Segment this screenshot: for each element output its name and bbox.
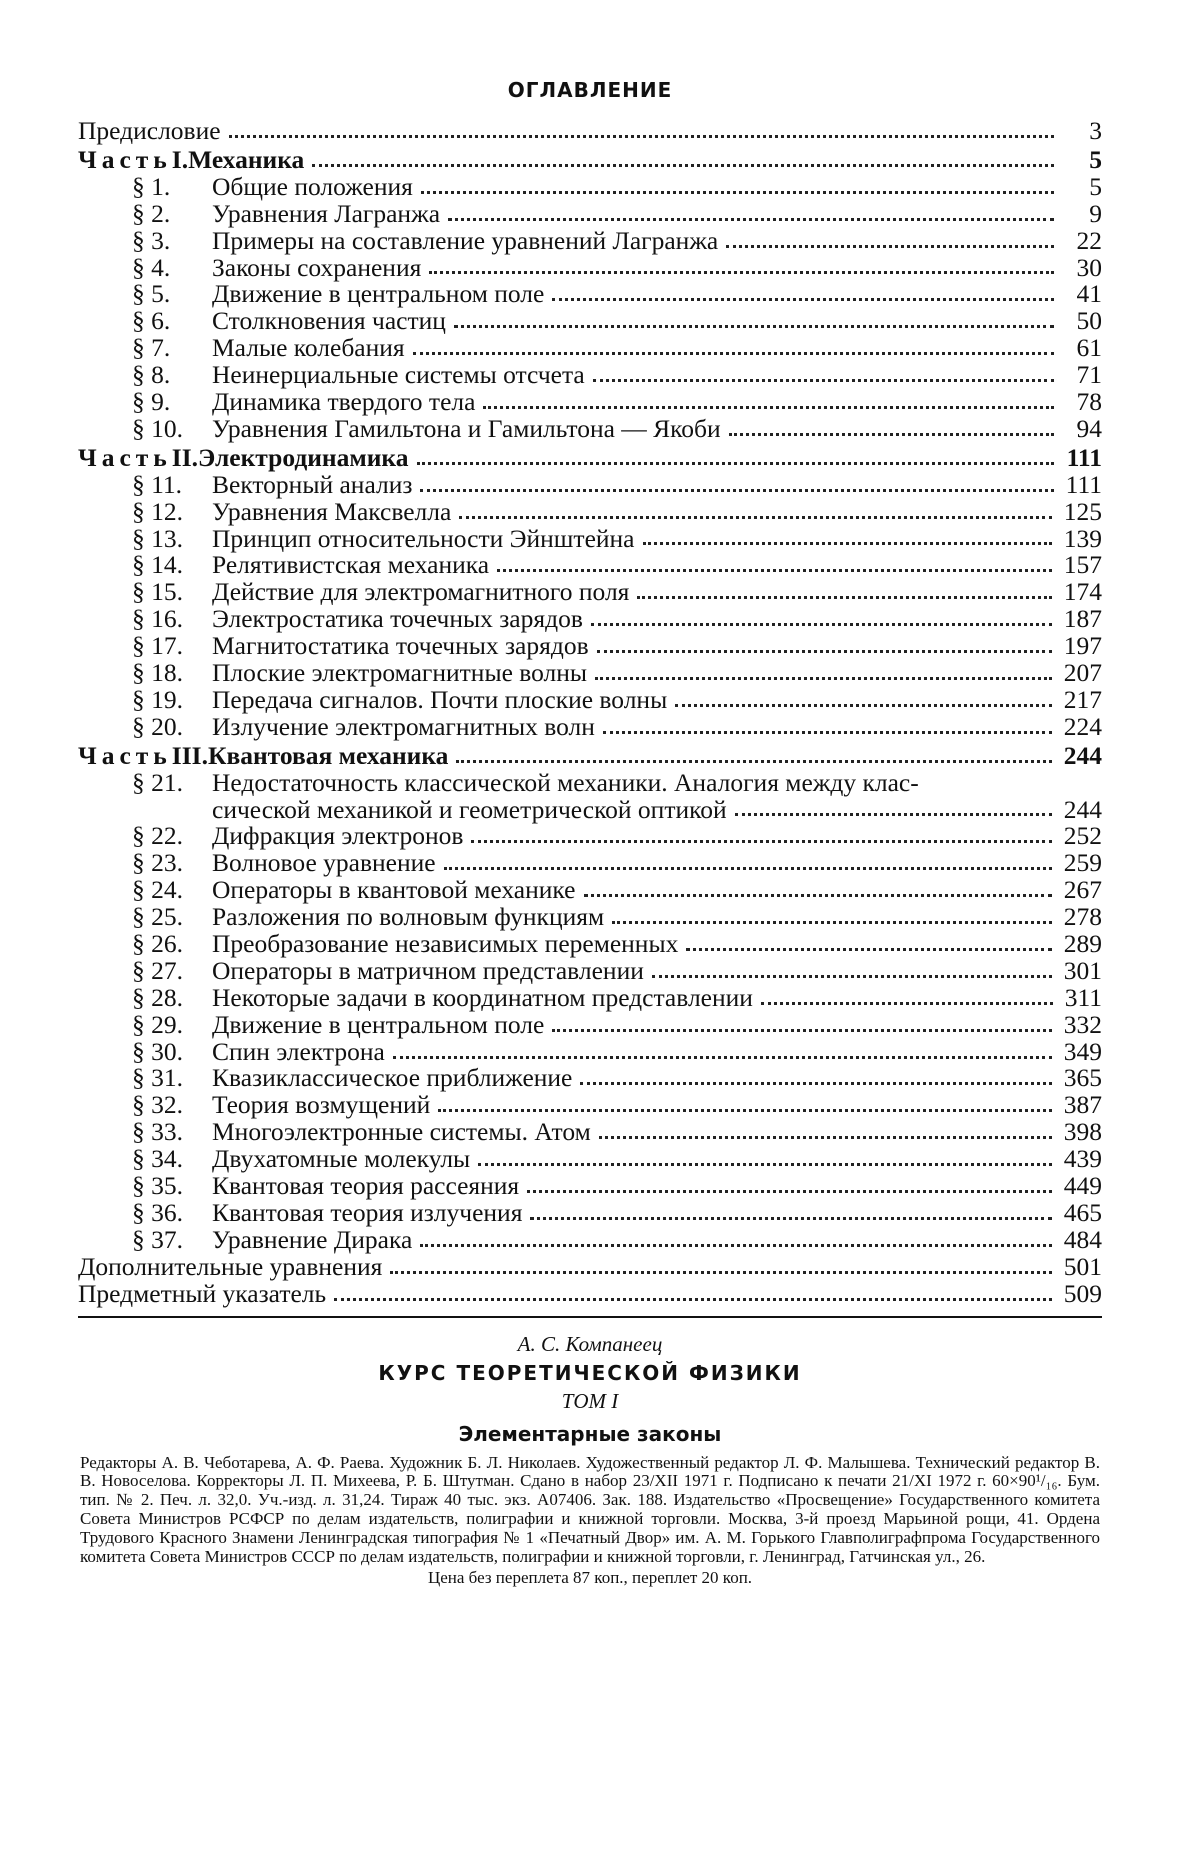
- section-title: Магнитостатика точечных зарядов: [212, 631, 589, 661]
- section-title: Преобразование независимых переменных: [212, 929, 679, 959]
- section-number: § 32.: [132, 1092, 212, 1119]
- section-number: § 13.: [132, 526, 212, 553]
- toc-page-number: 174: [1063, 577, 1102, 607]
- dot-leader: [420, 489, 1053, 492]
- toc-section-entry: [78, 1063, 1102, 1093]
- dot-leader: [552, 298, 1054, 301]
- toc-page-number: 5: [1089, 144, 1102, 174]
- toc-section-entry: [78, 335, 1102, 362]
- toc-section-entry: [78, 1224, 1102, 1254]
- section-number: § 3.: [132, 228, 212, 255]
- section-number: § 2.: [132, 201, 212, 228]
- dot-leader: [637, 596, 1051, 599]
- dot-leader: [421, 191, 1054, 194]
- part-title: Механика: [188, 144, 305, 174]
- toc-section-entry: [78, 1009, 1102, 1039]
- dot-leader: [390, 1271, 1051, 1274]
- toc-section-entry: [78, 660, 1102, 687]
- dot-leader: [478, 1163, 1052, 1166]
- toc-page-number: 94: [1076, 413, 1102, 443]
- section-title: Квантовая теория излучения: [212, 1197, 523, 1227]
- toc-page-number: 509: [1063, 1278, 1102, 1308]
- volume-label: ТОМ I: [561, 1388, 619, 1413]
- section-title: Уравнение Дирака: [212, 1224, 413, 1254]
- toc-section-entry: [78, 633, 1102, 660]
- toc-section-entry: [78, 171, 1102, 201]
- toc-page-number: 78: [1076, 387, 1102, 416]
- section-number: § 8.: [132, 362, 212, 389]
- toc-section-entry: [78, 1092, 1102, 1119]
- separator-rule: [78, 1316, 1102, 1318]
- toc-page-number: 197: [1063, 631, 1102, 661]
- section-number: § 29.: [132, 1012, 212, 1039]
- section-number: § 21.: [132, 770, 212, 797]
- section-number: § 1.: [132, 174, 212, 201]
- section-title: Двухатомные молекулы: [212, 1144, 471, 1174]
- toc-section-entry: [78, 1119, 1102, 1146]
- dot-leader: [643, 542, 1052, 545]
- toc-page-number: 332: [1063, 1009, 1102, 1039]
- section-number: § 9.: [132, 389, 212, 416]
- section-title: Спин электрона: [212, 1036, 385, 1066]
- toc-section-entry: [78, 252, 1102, 282]
- dot-leader: [527, 1190, 1052, 1193]
- section-number: § 31.: [132, 1065, 212, 1092]
- toc-page-number: 244: [1063, 794, 1102, 824]
- toc-section-entry: [78, 389, 1102, 416]
- dot-leader: [454, 325, 1054, 328]
- dot-leader: [438, 1109, 1051, 1112]
- toc-section-entry: [78, 850, 1102, 877]
- toc-page-number: 3: [1089, 115, 1102, 145]
- section-number: § 27.: [132, 958, 212, 985]
- toc-page-number: 349: [1063, 1036, 1102, 1066]
- section-title: Уравнения Гамильтона и Гамильтона — Якоби: [212, 413, 721, 443]
- dot-leader: [413, 352, 1054, 355]
- section-number: § 30.: [132, 1039, 212, 1066]
- toc-section-entry: [78, 931, 1102, 958]
- section-number: § 20.: [132, 714, 212, 741]
- toc-part-heading: [78, 443, 1102, 472]
- author-name: А. С. Компанеец: [517, 1331, 663, 1356]
- toc-page-number: 289: [1063, 929, 1102, 959]
- toc-section-entry: [78, 823, 1102, 850]
- toc-part-heading: [78, 741, 1102, 770]
- section-title: Динамика твердого тела: [212, 387, 476, 416]
- toc-page-number: 252: [1063, 821, 1102, 851]
- table-of-contents: [78, 115, 1102, 1308]
- section-title-continuation: [132, 794, 1102, 824]
- section-title: Общие положения: [212, 171, 413, 201]
- section-title-cont: сической механикой и геометрической оптикой: [212, 794, 727, 824]
- toc-page-number: 111: [1065, 469, 1102, 499]
- dot-leader: [229, 135, 1054, 138]
- toc-page-number: 301: [1063, 955, 1102, 985]
- dot-leader: [334, 1298, 1052, 1301]
- toc-page-number: 50: [1076, 306, 1102, 336]
- part-title: Квантовая механика: [207, 740, 449, 770]
- toc-section-entry: [78, 523, 1102, 553]
- dot-leader: [312, 164, 1054, 167]
- part-label: Часть: [78, 740, 172, 770]
- toc-section-entry: [78, 877, 1102, 904]
- section-title: Волновое уравнение: [212, 848, 436, 878]
- section-title: Плоские электромагнитные волны: [212, 658, 588, 688]
- toc-page-number: 5: [1089, 171, 1102, 201]
- part-title: Электродинамика: [198, 442, 409, 472]
- dot-leader: [612, 921, 1052, 924]
- section-title: Электростатика точечных зарядов: [212, 604, 583, 634]
- section-number: § 35.: [132, 1173, 212, 1200]
- section-number: § 7.: [132, 335, 212, 362]
- toc-entry: [78, 115, 1102, 145]
- toc-section-entry: [78, 1146, 1102, 1173]
- price-line: Цена без переплета 87 коп., переплет 20 коп.: [427, 1568, 753, 1588]
- dot-leader: [686, 948, 1051, 951]
- toc-section-entry: [78, 1173, 1102, 1200]
- toc-section-entry: [78, 982, 1102, 1012]
- toc-section-entry: [78, 1197, 1102, 1227]
- section-title: Передача сигналов. Почти плоские волны: [212, 684, 668, 714]
- dot-leader: [429, 271, 1054, 274]
- dot-leader: [456, 760, 1051, 763]
- colophon: [78, 1332, 1102, 1589]
- section-title-line: [132, 767, 1102, 797]
- toc-page-number: 157: [1063, 550, 1102, 580]
- dot-leader: [417, 462, 1055, 465]
- dot-leader: [591, 623, 1052, 626]
- dot-leader: [497, 569, 1052, 572]
- toc-entry: [78, 1251, 1102, 1281]
- dot-leader: [393, 1056, 1052, 1059]
- section-title: Движение в центральном поле: [212, 1009, 545, 1039]
- toc-part-heading: [78, 145, 1102, 174]
- toc-page-number: 9: [1089, 198, 1102, 228]
- toc-section-entry: [78, 496, 1102, 526]
- section-title: Законы сохранения: [212, 252, 422, 282]
- toc-page-number: 244: [1063, 740, 1102, 770]
- section-title: Излучение электромагнитных волн: [212, 711, 595, 741]
- section-title: Операторы в квантовой механике: [212, 875, 576, 905]
- toc-page-number: 259: [1063, 848, 1102, 878]
- toc-section-entry: [78, 413, 1102, 443]
- section-title: Уравнения Лагранжа: [212, 198, 441, 228]
- section-title: Некоторые задачи в координатном представлении: [212, 982, 753, 1012]
- toc-section-entry: [78, 1036, 1102, 1066]
- dot-leader: [448, 218, 1054, 221]
- section-title: Неинерциальные системы отсчета: [212, 360, 585, 390]
- toc-entry-title: Предисловие: [78, 115, 221, 145]
- section-title: Операторы в матричном представлении: [212, 955, 644, 985]
- section-number: § 4.: [132, 255, 212, 282]
- toc-section-entry: [78, 606, 1102, 633]
- toc-page-number: 187: [1063, 604, 1102, 634]
- toc-entry-title: Предметный указатель: [78, 1278, 327, 1308]
- dot-leader: [761, 1002, 1053, 1005]
- dot-leader: [584, 894, 1052, 897]
- section-title: Малые колебания: [212, 333, 405, 363]
- part-label: Часть: [78, 442, 172, 472]
- section-number: § 24.: [132, 877, 212, 904]
- section-title: Принцип относительности Эйнштейна: [212, 523, 635, 553]
- toc-page-number: 449: [1063, 1171, 1102, 1201]
- dot-leader: [603, 731, 1052, 734]
- dot-leader: [675, 704, 1052, 707]
- toc-page-number: 224: [1063, 711, 1102, 741]
- toc-section-entry: [78, 579, 1102, 606]
- section-title: Примеры на составление уравнений Лагранжа: [212, 225, 719, 255]
- toc-page-number: 267: [1063, 875, 1102, 905]
- toc-section-entry: [78, 362, 1102, 389]
- toc-entry-title: Дополнительные уравнения: [78, 1251, 383, 1281]
- toc-page-number: 30: [1076, 252, 1102, 282]
- toc-title: ОГЛАВЛЕНИЕ: [507, 78, 673, 102]
- toc-page-number: 278: [1063, 902, 1102, 932]
- toc-page-number: 207: [1063, 658, 1102, 688]
- section-number: § 26.: [132, 931, 212, 958]
- section-title: Релятивистская механика: [212, 550, 490, 580]
- dot-leader: [726, 245, 1054, 248]
- dot-leader: [729, 433, 1054, 436]
- toc-section-entry: [78, 225, 1102, 255]
- section-title: Многоэлектронные системы. Атом: [212, 1117, 591, 1147]
- toc-page-number: 439: [1063, 1144, 1102, 1174]
- dot-leader: [580, 1082, 1051, 1085]
- dot-leader: [735, 813, 1052, 816]
- section-number: § 18.: [132, 660, 212, 687]
- toc-section-entry: [78, 552, 1102, 579]
- toc-page-number: 125: [1063, 496, 1102, 526]
- section-number: § 10.: [132, 416, 212, 443]
- toc-section-entry: [78, 198, 1102, 228]
- dot-leader: [595, 677, 1052, 680]
- section-title: Дифракция электронов: [212, 821, 464, 851]
- section-number: § 14.: [132, 552, 212, 579]
- dot-leader: [530, 1217, 1051, 1220]
- toc-section-entry: [78, 281, 1102, 308]
- dot-leader: [471, 840, 1051, 843]
- section-number: § 6.: [132, 308, 212, 335]
- toc-page-number: 398: [1063, 1117, 1102, 1147]
- section-title: Столкновения частиц: [212, 306, 446, 336]
- dot-leader: [552, 1029, 1051, 1032]
- part-label: Часть: [78, 144, 172, 174]
- dot-leader: [597, 650, 1052, 653]
- toc-section-entry: [78, 308, 1102, 335]
- section-number: § 33.: [132, 1119, 212, 1146]
- part-number: I.: [171, 144, 189, 174]
- toc-section-entry: [78, 955, 1102, 985]
- section-number: § 12.: [132, 499, 212, 526]
- dot-leader: [444, 867, 1052, 870]
- toc-page-number: 41: [1076, 279, 1102, 309]
- section-number: § 28.: [132, 985, 212, 1012]
- section-number: § 25.: [132, 904, 212, 931]
- toc-section-entry: [78, 469, 1102, 499]
- part-number: II.: [171, 442, 199, 472]
- section-number: § 19.: [132, 687, 212, 714]
- toc-page-number: 217: [1063, 684, 1102, 714]
- book-page: [78, 60, 1102, 1588]
- toc-section-entry: [78, 711, 1102, 741]
- toc-entry: [78, 1278, 1102, 1308]
- toc-page-number: 139: [1063, 523, 1102, 553]
- toc-page-number: 387: [1063, 1090, 1102, 1120]
- section-number: § 23.: [132, 850, 212, 877]
- section-title: Квантовая теория рассеяния: [212, 1171, 520, 1201]
- imprint-text: Редакторы А. В. Чеботарева, А. Ф. Раева. Художник Б. Л. Николаев. Художественный редактор Л. Ф. Малышева. Технический редактор В. В. Новоселова. Корректоры Л. П. Михеева, Р. Б. Штутман. Сдано в набор 23/XII 1971 г. Подписано к печати 21/XI 1972 г. 60×90¹/₁₆. Бум. тип. № 2. Печ. л. 32,0. Уч.-изд. л. 31,24. Тираж 40 тыс. экз. А07406. Зак. 188. Издательство «Просвещение» Государственного комитета Совета Министров РСФСР по делам издательств, полиграфии и книжной торговли. Москва, 3-й проезд Марьиной рощи, 41. Ордена Трудового Красного Знамени Ленинградская типография № 1 «Печатный Двор» им. А. М. Горького Главполиграфпрома Государственного комитета Совета Министров СССР по делам издательств, полиграфии и книжной торговли, г. Ленинград, Гатчинская ул., 26.: [80, 1452, 1100, 1566]
- section-number: § 34.: [132, 1146, 212, 1173]
- toc-page-number: 111: [1066, 442, 1102, 472]
- section-number: § 22.: [132, 823, 212, 850]
- section-number: § 16.: [132, 606, 212, 633]
- toc-page-number: 365: [1063, 1063, 1102, 1093]
- section-number: § 36.: [132, 1200, 212, 1227]
- section-number: § 15.: [132, 579, 212, 606]
- section-title: Действие для электромагнитного поля: [212, 577, 630, 607]
- section-title: Движение в центральном поле: [212, 279, 545, 309]
- dot-leader: [599, 1136, 1052, 1139]
- section-number: § 5.: [132, 281, 212, 308]
- toc-page-number: 311: [1064, 982, 1102, 1012]
- toc-page-number: 22: [1076, 225, 1102, 255]
- toc-section-entry: [78, 904, 1102, 931]
- section-title: Векторный анализ: [212, 469, 413, 499]
- book-title: КУРС ТЕОРЕТИЧЕСКОЙ ФИЗИКИ: [378, 1360, 802, 1385]
- dot-leader: [593, 379, 1054, 382]
- section-title: Недостаточность классической механики. Аналогия между клас-: [212, 767, 919, 797]
- section-number: § 17.: [132, 633, 212, 660]
- toc-section-entry: [78, 767, 1102, 824]
- book-subtitle: Элементарные законы: [458, 1421, 722, 1446]
- dot-leader: [420, 1244, 1051, 1247]
- toc-page-number: 465: [1063, 1197, 1102, 1227]
- section-title: Квазиклассическое приближение: [212, 1063, 573, 1093]
- toc-page-number: 501: [1063, 1251, 1102, 1281]
- section-title: Уравнения Максвелла: [212, 496, 452, 526]
- section-number: § 11.: [132, 472, 212, 499]
- toc-section-entry: [78, 684, 1102, 714]
- toc-page-number: 71: [1076, 360, 1102, 390]
- dot-leader: [459, 516, 1051, 519]
- toc-page-number: 484: [1063, 1224, 1102, 1254]
- part-number: III.: [171, 740, 208, 770]
- section-title: Разложения по волновым функциям: [212, 902, 605, 932]
- section-title: Теория возмущений: [212, 1090, 431, 1120]
- dot-leader: [483, 406, 1054, 409]
- dot-leader: [652, 975, 1052, 978]
- section-number: § 37.: [132, 1227, 212, 1254]
- toc-page-number: 61: [1076, 333, 1102, 363]
